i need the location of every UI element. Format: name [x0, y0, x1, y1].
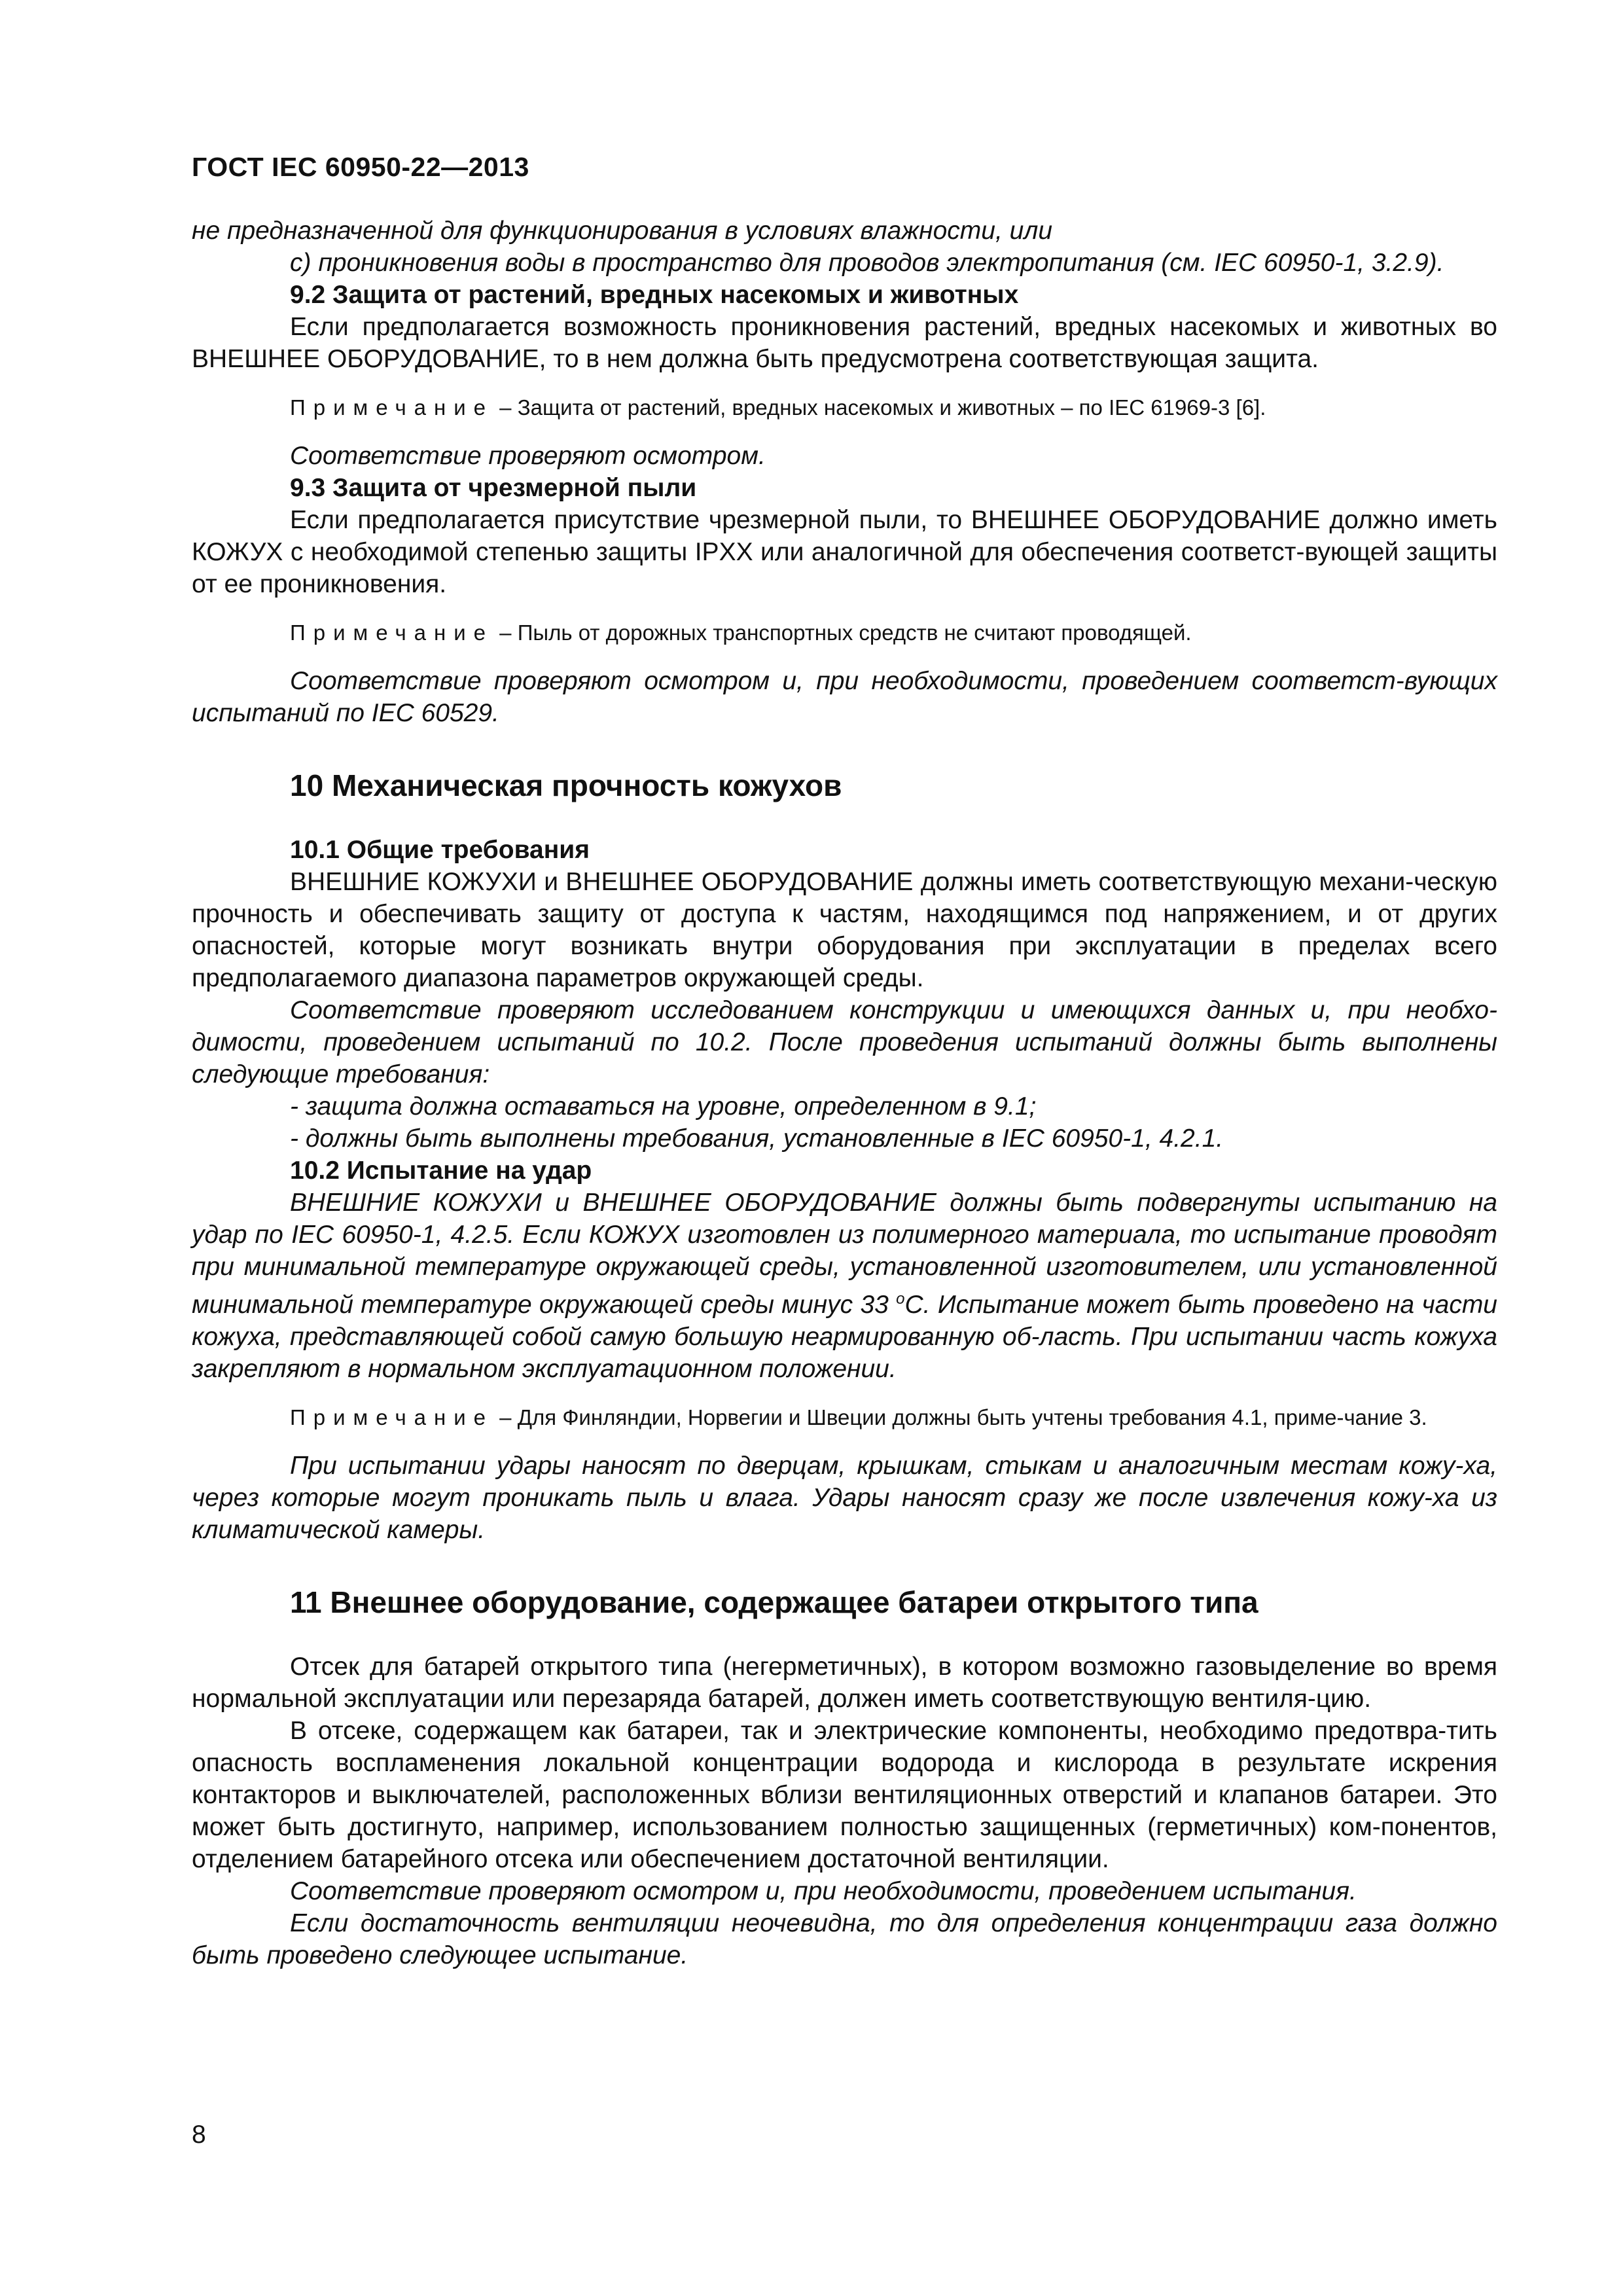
- subsection-heading-10-2: 10.2 Испытание на удар: [290, 1157, 592, 1185]
- paragraph: При испытании удары наносят по дверцам, крышкам, стыкам и аналогичным местам кожу-ха, через которые могут проникать пыль и влага. Удары наносят сразу же после извлечения кожу-ха из климатической камеры.: [192, 1452, 1497, 1544]
- list-item: - должны быть выполнены требования, установленные в IEC 60950-1, 4.2.1.: [290, 1124, 1224, 1153]
- page-number: 8: [192, 2121, 206, 2149]
- paragraph: В отсеке, содержащем как батареи, так и электрические компоненты, необходимо предотвра-тить опасность воспламенения локальной концентрации водорода и кислорода в результате искрения контакторов и выключателей, расположенных вблизи вентиляционных отверстий и клапанов батареи. Это может быть достигнуто, например, использованием полностью защищенных (герметичных) ком-понентов, отделением батарейного отсека или обеспечением достаточной вентиляции.: [192, 1717, 1497, 1873]
- paragraph: не предназначенной для функционирования в условиях влажности, или: [192, 217, 1053, 245]
- section-heading-11: 11 Внешнее оборудование, содержащее батареи открытого типа: [290, 1585, 1258, 1619]
- paragraph: Если предполагается присутствие чрезмерной пыли, то ВНЕШНЕЕ ОБОРУДОВАНИЕ должно иметь КОЖУХ с необходимой степенью защиты IPXX или аналогичной для обеспечения соответст-вующей защиты от ее проникновения.: [192, 506, 1497, 598]
- subsection-heading-9-2: 9.2 Защита от растений, вредных насекомых и животных: [290, 281, 1019, 309]
- subsection-heading-9-3: 9.3 Защита от чрезмерной пыли: [290, 474, 697, 502]
- paragraph: ВНЕШНИЕ КОЖУХИ и ВНЕШНЕЕ ОБОРУДОВАНИЕ должны иметь соответствующую механи-ческую прочность и обеспечивать защиту от доступа к частям, находящимся под напряжением, и от других опасностей, которые могут возникать внутри оборудования при эксплуатации в пределах всего предполагаемого диапазона параметров окружающей среды.: [192, 868, 1497, 992]
- paragraph: Отсек для батарей открытого типа (негерметичных), в котором возможно газовыделение во время нормальной эксплуатации или перезаряда батарей, должен иметь соответствующую вентиля-цию.: [192, 1653, 1497, 1713]
- subsection-heading-10-1: 10.1 Общие требования: [290, 836, 590, 864]
- compliance-text: Соответствие проверяют осмотром.: [290, 442, 766, 470]
- compliance-text: Соответствие проверяют осмотром и, при необходимости, проведением соответст-вующих испытаний по IEC 60529.: [192, 667, 1497, 727]
- paragraph: Если предполагается возможность проникновения растений, вредных насекомых и животных во ВНЕШНЕЕ ОБОРУДОВАНИЕ, то в нем должна быть предусмотрена соответствующая защита.: [192, 313, 1497, 373]
- section-heading-10: 10 Механическая прочность кожухов: [290, 768, 842, 802]
- compliance-text: Если достаточность вентиляции неочевидна, то для определения концентрации газа должно быть проведено следующее испытание.: [192, 1909, 1497, 1969]
- paragraph: ВНЕШНИЕ КОЖУХИ и ВНЕШНЕЕ ОБОРУДОВАНИЕ должны быть подвергнуты испытанию на удар по IEC 60950-1, 4.2.5. Если КОЖУХ изготовлен из полимерного материала, то испытание проводят при минимальной температуре окружающей среды, установленной изготовителем, или установленной минимальной температуре окружающей среды минус 33 $^o$C. Испытание может быть проведено на части кожуха, представляющей собой самую большую неармированную об-ласть. При испытании часть кожуха закрепляют в нормальном эксплуатационном положении.: [192, 1189, 1497, 1383]
- note-label: Примечание: [290, 1405, 494, 1429]
- compliance-text: Соответствие проверяют осмотром и, при необходимости, проведением испытания.: [290, 1877, 1357, 1905]
- page-body: [192, 215, 1497, 1971]
- note: Примечание – Защита от растений, вредных насекомых и животных – по IEC 61969-3 [6].: [290, 395, 1266, 420]
- list-item: - защита должна оставаться на уровне, определенном в 9.1;: [290, 1092, 1037, 1121]
- note-label: Примечание: [290, 395, 494, 420]
- degree-superscript: o: [896, 1290, 905, 1308]
- paragraph: c) проникновения воды в пространство для проводов электропитания (см. IEC 60950-1, 3.2.9).: [290, 249, 1444, 277]
- compliance-text: Соответствие проверяют исследованием конструкции и имеющихся данных и, при необхо-димости, проведением испытаний по 10.2. После проведения испытаний должны быть выполнены следующие требования:: [192, 996, 1497, 1088]
- note-label: Примечание: [290, 620, 494, 645]
- document-header: ГОСТ IEC 60950-22—2013: [192, 152, 529, 182]
- note: Примечание – Для Финляндии, Норвегии и Швеции должны быть учтены требования 4.1, приме-чание 3.: [290, 1405, 1427, 1429]
- note: Примечание – Пыль от дорожных транспортных средств не считают проводящей.: [290, 620, 1192, 645]
